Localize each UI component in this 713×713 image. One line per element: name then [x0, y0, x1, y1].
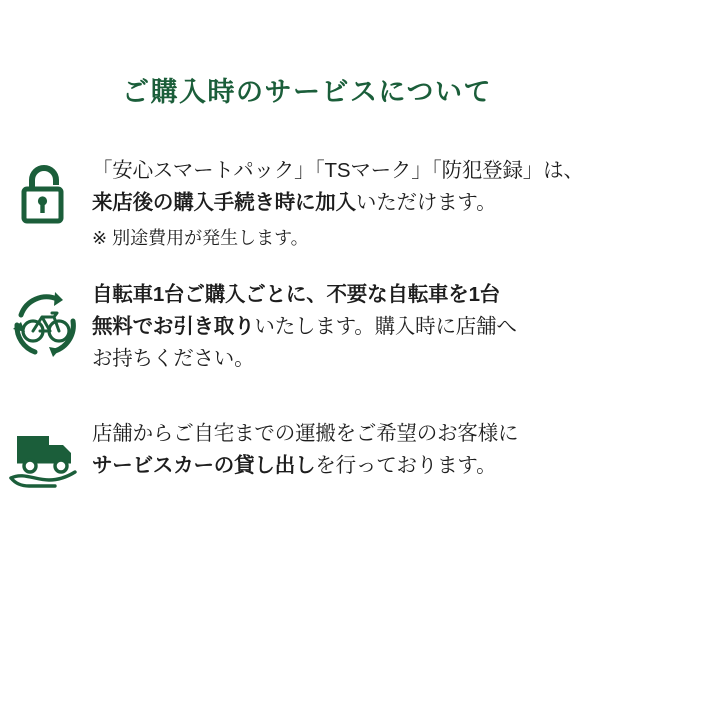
- service-text: [92, 418, 713, 483]
- page-title: ご購入時のサービスについて: [122, 77, 492, 107]
- service-line-bold: 無料でお引き取り: [92, 314, 255, 338]
- delivery-truck-icon: [0, 418, 92, 490]
- list-item: [0, 418, 713, 490]
- service-line-bold: 来店後の購入手続き時に加入: [92, 191, 356, 215]
- service-line: [92, 450, 695, 482]
- service-line: [92, 279, 695, 311]
- service-line: [92, 187, 695, 219]
- service-line-suffix: いたします。購入時に店舗へ: [254, 314, 517, 338]
- service-note: ※ 別途費用が発生します。: [92, 227, 309, 248]
- list-item: [0, 279, 713, 376]
- service-text: [92, 279, 713, 376]
- service-line: [92, 343, 695, 375]
- service-line-suffix: いただけます。: [355, 191, 497, 215]
- service-line-bold: 自転車1台ご購入ごとに、不要な自転車を1台: [92, 282, 501, 306]
- service-line-suffix: を行っております。: [315, 454, 497, 478]
- service-line-text: 「安心スマートパック」「TSマーク」「防犯登録」は、: [92, 159, 584, 182]
- service-line: [92, 311, 695, 343]
- service-line: [92, 155, 695, 187]
- service-line-text: お持ちください。: [92, 347, 255, 371]
- service-line: [92, 418, 695, 450]
- unlocked-padlock-icon: [0, 155, 92, 227]
- service-list: [0, 155, 713, 490]
- service-line-text: 店舗からご自宅までの運搬をご希望のお客様に: [92, 421, 519, 445]
- bicycle-recycle-icon: [0, 279, 92, 359]
- service-text: [92, 155, 713, 253]
- list-item: [0, 155, 713, 253]
- service-line-bold: サービスカーの貸し出し: [92, 454, 316, 478]
